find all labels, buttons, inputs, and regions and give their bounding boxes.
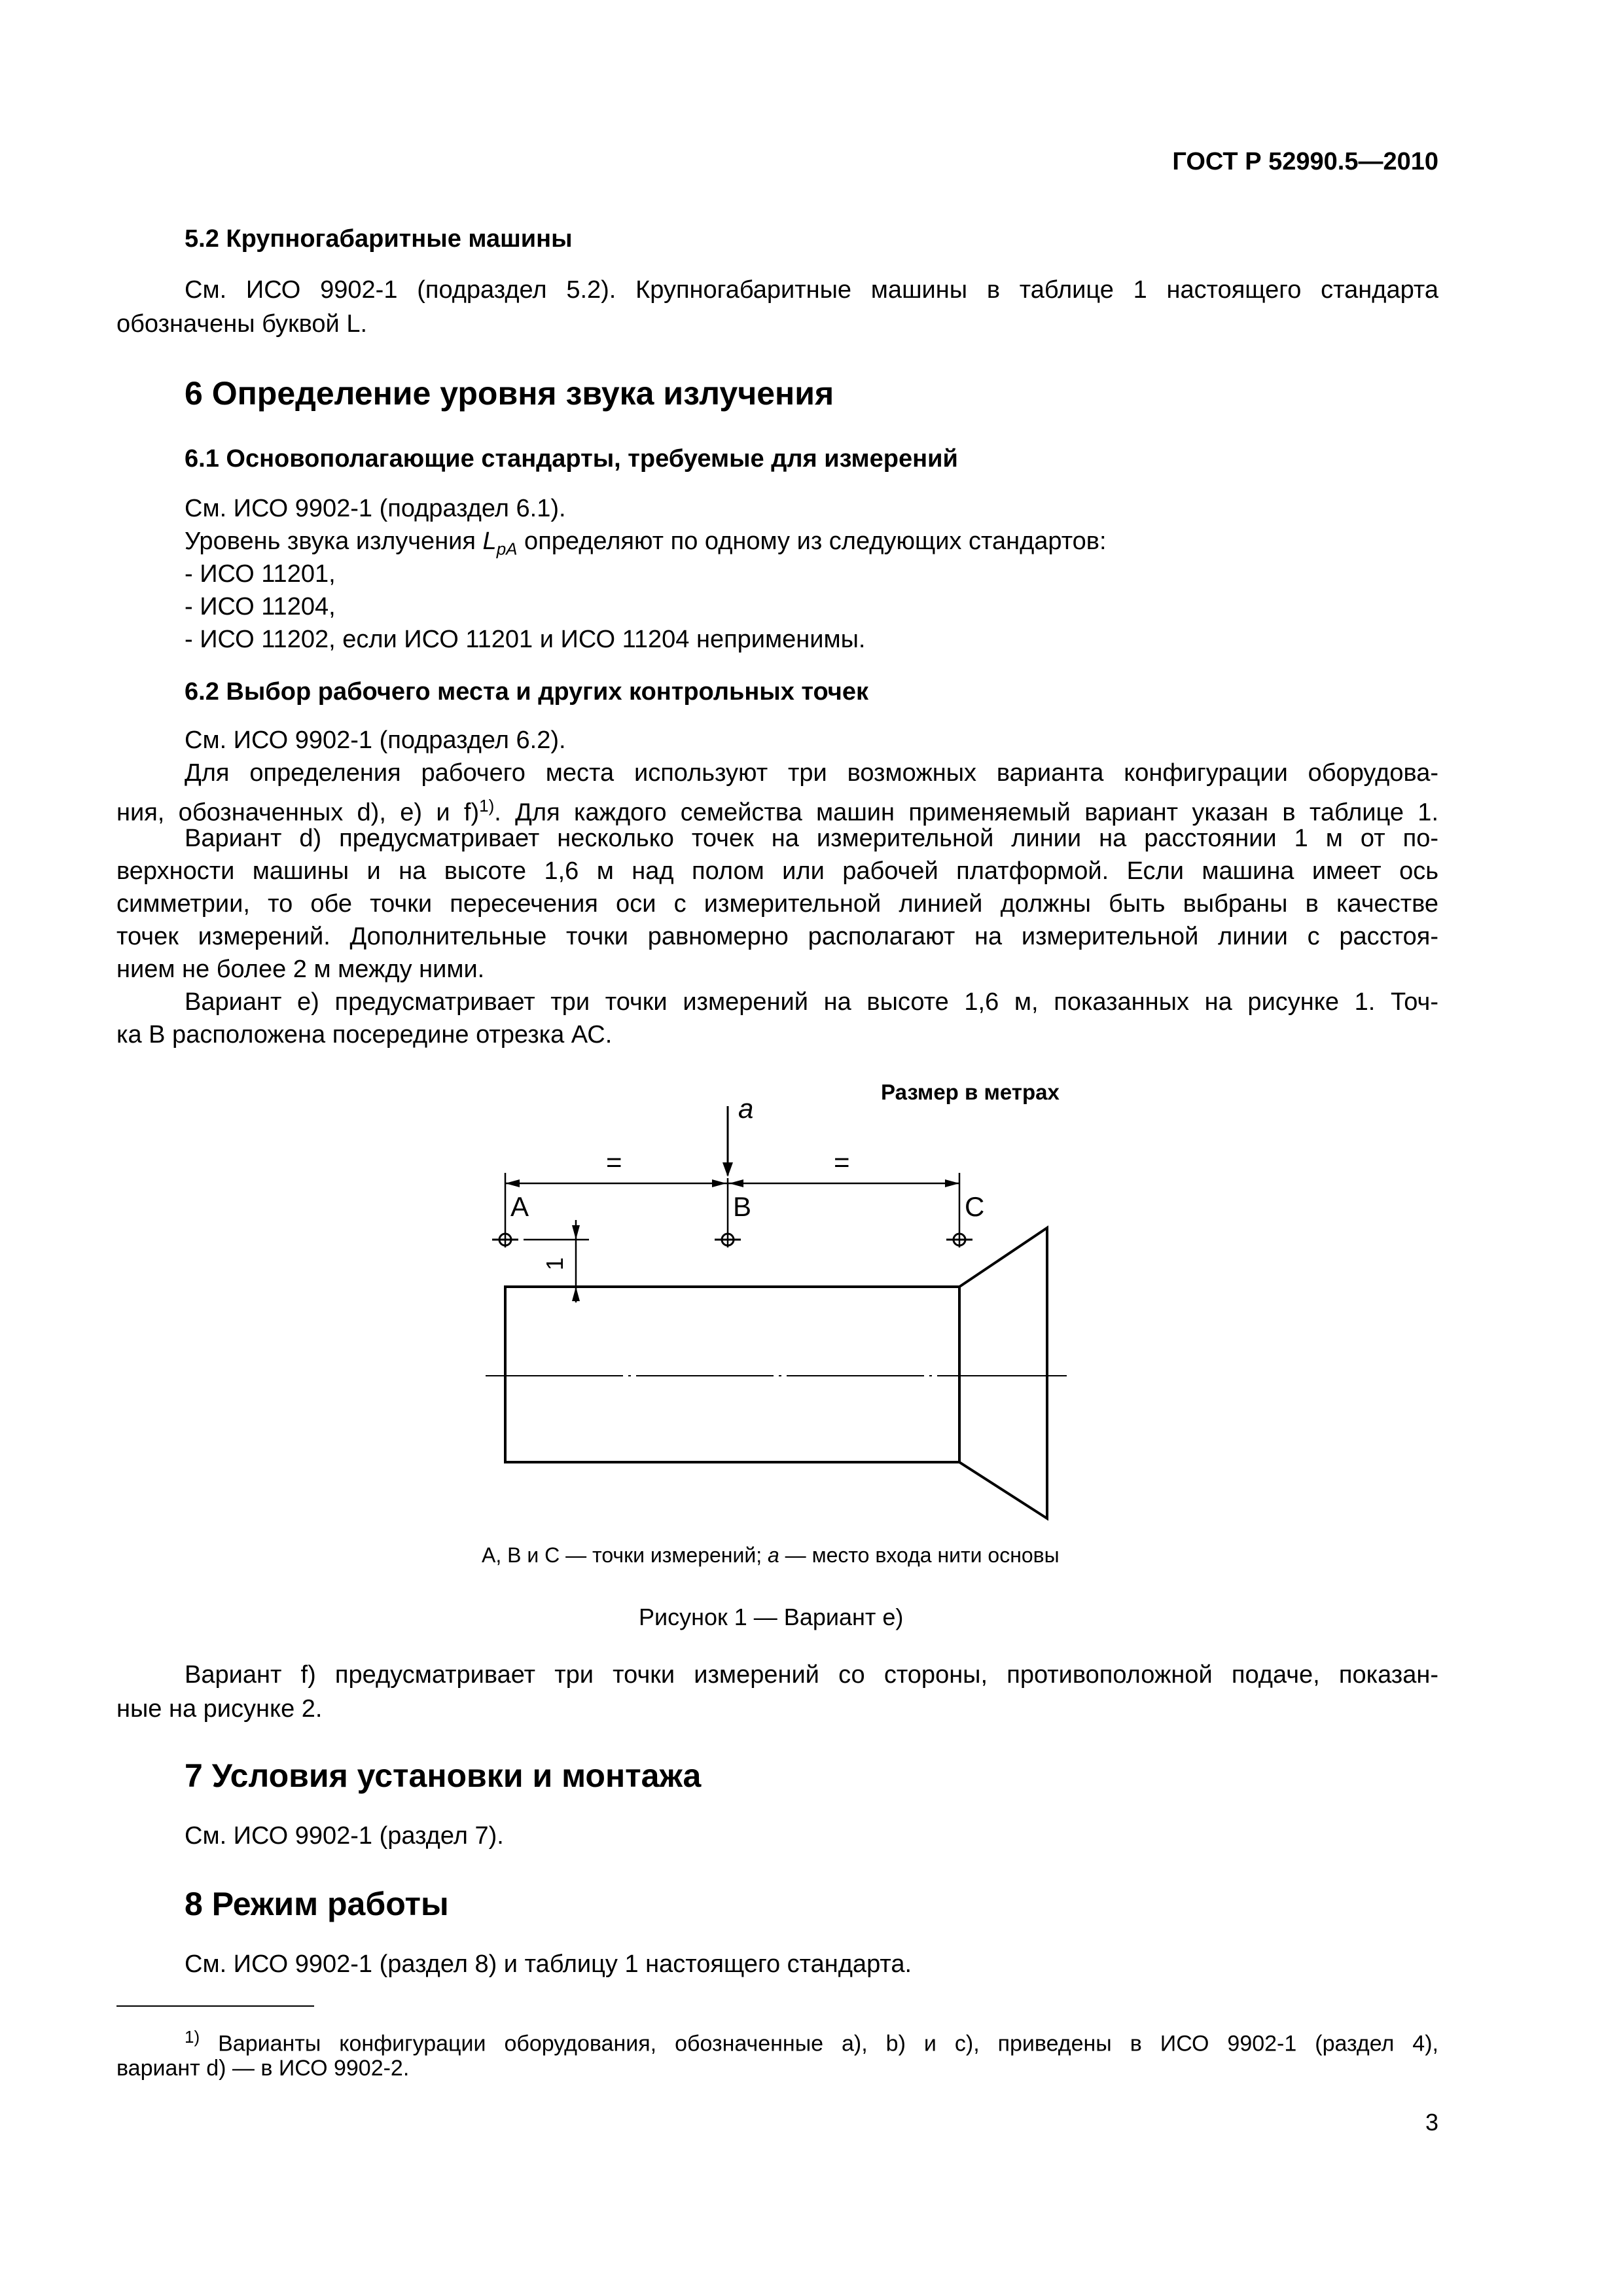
equal-sign-right: =: [834, 1147, 850, 1177]
footnote-divider: [116, 2005, 314, 2007]
list-item: - ИСО 11202, если ИСО 11201 и ИСО 11204 неприменимы.: [185, 626, 866, 653]
point-b-label: B: [733, 1191, 752, 1222]
point-a-label: A: [510, 1191, 529, 1222]
list-item: - ИСО 11204,: [185, 593, 336, 620]
s62-paragraph3-line1: Вариант e) предусматривает три точки измерений на высоте 1,6 м, показанных на рисунке 1. Точ-: [185, 988, 1438, 1016]
dim-arrow: [505, 1179, 520, 1187]
footnote-ref: 1): [479, 796, 495, 816]
footnote-line1: $^{1)}$ Варианты конфигурации оборудования, обозначенные a), b) и c), приведены в ИСО 9902-1 (раздел 4),: [185, 2027, 1438, 2056]
s62-paragraph1-line2: ния, обозначенных d), e) и f)$^{1)}$. Для каждого семейства машин применяемый вариант указан в таблице 1.: [116, 796, 1439, 827]
s62-paragraph2-line2: верхности машины и на высоте 1,6 м над полом или рабочей платформой. Если машина имеет ось: [116, 857, 1438, 885]
dim-arrow: [945, 1179, 959, 1187]
s62-paragraph2-line4: точек измерений. Дополнительные точки равномерно располагают на измерительной линии с расстоя-: [116, 923, 1438, 950]
height-dimension-value: 1: [541, 1257, 569, 1271]
s61-intro: Уровень звука излучения $L_{pA}$ определяют по одному из следующих стандартов:: [185, 528, 1107, 559]
machine-feed-cone: [959, 1228, 1047, 1518]
footnote-line2: вариант d) — в ИСО 9902-2.: [116, 2056, 410, 2081]
figure-caption: Рисунок 1 — Вариант е): [639, 1604, 904, 1630]
s62-paragraph2-line5: нием не более 2 м между ними.: [116, 956, 485, 983]
section-7-title: 7 Условия установки и монтажа: [185, 1757, 702, 1794]
s61-reference: См. ИСО 9902-1 (подраздел 6.1).: [185, 495, 566, 522]
entry-arrow-head: [722, 1162, 733, 1177]
section-6-title: 6 Определение уровня звука излучения: [185, 375, 834, 412]
s62-paragraph3-line2: ка В расположена посередине отрезка АС.: [116, 1021, 613, 1049]
s52-paragraph-line1: См. ИСО 9902-1 (подраздел 5.2). Крупногабаритные машины в таблице 1 настоящего стандарта: [185, 276, 1438, 304]
section-6-1-title: 6.1 Основополагающие стандарты, требуемые для измерений: [185, 445, 958, 473]
units-note: Размер в метрах: [881, 1080, 1060, 1104]
s7-reference: См. ИСО 9902-1 (раздел 7).: [185, 1822, 504, 1850]
height-arrow-bottom: [572, 1287, 580, 1301]
section-6-2-title: 6.2 Выбор рабочего места и других контрольных точек: [185, 678, 868, 706]
s52-paragraph-line2: обозначены буквой L.: [116, 310, 368, 338]
s62-reference: См. ИСО 9902-1 (подраздел 6.2).: [185, 726, 566, 754]
equal-sign-left: =: [606, 1147, 622, 1177]
after-figure-line2: ные на рисунке 2.: [116, 1695, 323, 1723]
lpa-symbol: L: [482, 528, 497, 555]
page-number: 3: [1425, 2109, 1438, 2136]
dim-arrow: [712, 1179, 726, 1187]
s62-paragraph1-line1: Для определения рабочего места используют три возможных варианта конфигурации оборудова-: [185, 759, 1438, 787]
after-figure-line1: Вариант f) предусматривает три точки измерений со стороны, противоположной подаче, показан-: [185, 1661, 1438, 1689]
section-5-2-title: 5.2 Крупногабаритные машины: [185, 225, 573, 253]
point-c-label: C: [965, 1191, 985, 1222]
s62-paragraph2-line3: симметрии, то обе точки пересечения оси с измерительной линией должны быть выбраны в качестве: [116, 890, 1438, 918]
s62-paragraph2-line1: Вариант d) предусматривает несколько точек на измерительной линии на расстоянии 1 м от по-: [185, 825, 1438, 852]
height-arrow-top: [572, 1225, 580, 1240]
s8-reference: См. ИСО 9902-1 (раздел 8) и таблицу 1 настоящего стандарта.: [185, 1950, 912, 1978]
machine-body: [505, 1287, 959, 1462]
document-code: ГОСТ Р 52990.5—2010: [1172, 148, 1438, 175]
figure-legend: А, В и С — точки измерений; a — место входа нити основы: [482, 1543, 1060, 1567]
list-item: - ИСО 11201,: [185, 560, 336, 588]
entry-arrow-label: a: [738, 1093, 754, 1124]
dim-arrow: [729, 1179, 743, 1187]
section-8-title: 8 Режим работы: [185, 1886, 449, 1922]
